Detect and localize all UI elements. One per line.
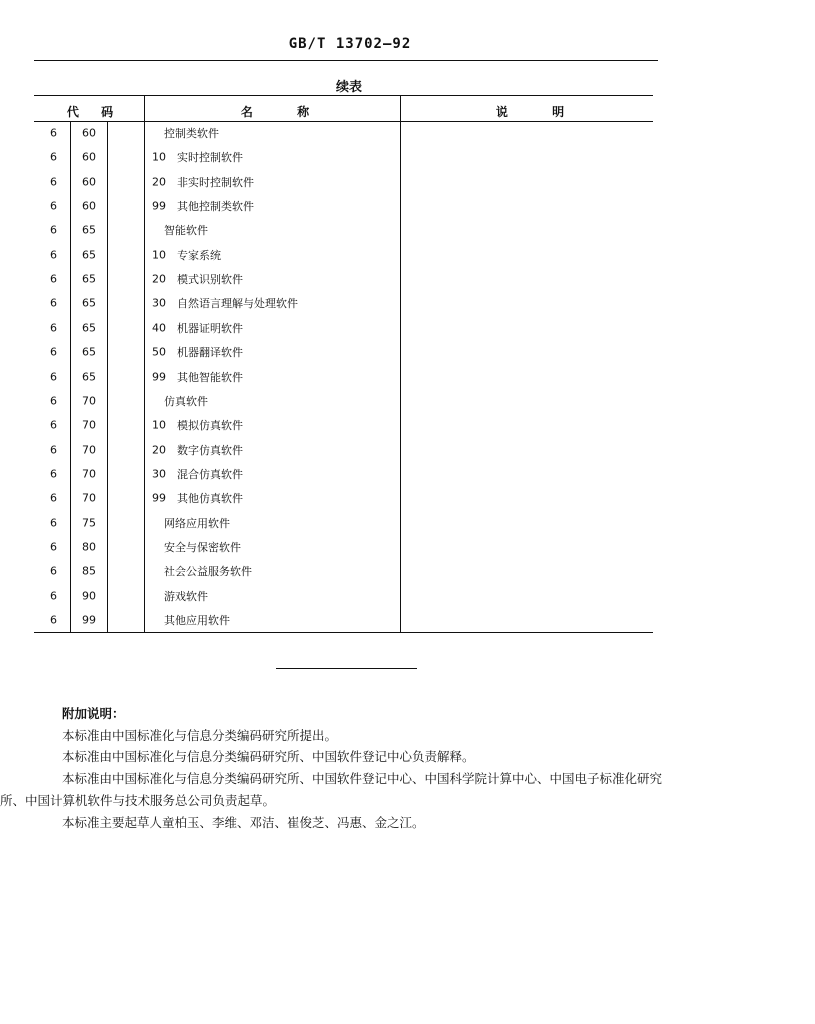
- item-name: 社会公益服务软件: [164, 565, 252, 579]
- code-level-2: 80: [82, 540, 96, 554]
- table-row: [34, 170, 654, 194]
- code-level-1: 6: [50, 199, 57, 213]
- item-name: 模拟仿真软件: [177, 419, 243, 433]
- code-level-2: 70: [82, 491, 96, 505]
- continuation-title: 续表: [335, 80, 362, 95]
- code-level-3: 20: [152, 175, 166, 189]
- code-level-2: 65: [82, 248, 96, 262]
- item-name: 混合仿真软件: [177, 467, 243, 481]
- code-level-1: 6: [50, 589, 57, 603]
- code-level-1: 6: [50, 126, 57, 140]
- code-level-1: 6: [50, 443, 57, 457]
- table-row: [34, 365, 654, 389]
- code-level-2: 65: [82, 345, 96, 359]
- header-rule: [34, 60, 658, 61]
- table-row: [34, 584, 654, 608]
- code-level-3: 99: [152, 491, 166, 505]
- code-level-1: 6: [50, 540, 57, 554]
- item-name: 数字仿真软件: [177, 443, 243, 457]
- item-name: 控制类软件: [164, 127, 219, 140]
- code-level-1: 6: [50, 516, 57, 530]
- item-name: 实时控制软件: [177, 151, 243, 165]
- item-name: 其他智能软件: [177, 370, 243, 384]
- item-name: 网络应用软件: [164, 516, 230, 530]
- item-name: 机器证明软件: [177, 321, 243, 335]
- column-header-code: 代 码: [66, 105, 114, 119]
- code-level-3: 99: [152, 199, 166, 213]
- code-level-2: 75: [82, 516, 96, 530]
- code-level-2: 65: [82, 296, 96, 310]
- code-level-1: 6: [50, 564, 57, 578]
- table-row: [34, 486, 654, 510]
- code-level-1: 6: [50, 370, 57, 383]
- table-row: [34, 145, 654, 169]
- code-level-1: 6: [50, 321, 57, 335]
- code-level-1: 6: [50, 613, 57, 627]
- table-row: [34, 243, 654, 267]
- code-level-3: 20: [152, 443, 166, 457]
- table-row: [34, 535, 654, 559]
- code-level-2: 99: [82, 613, 96, 627]
- table-row: [34, 340, 654, 364]
- code-level-2: 60: [82, 126, 96, 140]
- code-level-3: 40: [152, 321, 166, 335]
- code-level-1: 6: [50, 248, 57, 262]
- table-bottom-rule: [34, 632, 653, 633]
- code-level-1: 6: [50, 296, 57, 310]
- code-level-2: 60: [82, 199, 96, 213]
- item-name: 安全与保密软件: [164, 540, 241, 554]
- item-name: 专家系统: [177, 248, 221, 262]
- code-level-1: 6: [50, 223, 57, 237]
- code-level-2: 70: [82, 418, 96, 432]
- column-header-note: 说 明: [495, 105, 565, 119]
- code-level-2: 65: [82, 321, 96, 335]
- table-row: [34, 316, 654, 340]
- code-level-3: 10: [152, 248, 166, 262]
- code-level-3: 20: [152, 272, 166, 286]
- additional-notes: [0, 703, 680, 833]
- table-top-rule: [34, 95, 653, 96]
- code-level-2: 65: [82, 223, 96, 237]
- code-level-2: 70: [82, 394, 96, 408]
- code-level-2: 65: [82, 370, 96, 383]
- code-level-3: 30: [152, 467, 166, 481]
- notes-heading: 附加说明：: [62, 706, 125, 721]
- code-level-1: 6: [50, 150, 57, 164]
- code-level-3: 10: [152, 418, 166, 432]
- item-name: 游戏软件: [164, 589, 208, 603]
- code-level-1: 6: [50, 467, 57, 481]
- item-name: 其他仿真软件: [177, 492, 243, 506]
- code-level-3: 30: [152, 296, 166, 310]
- item-name: 模式识别软件: [177, 273, 243, 287]
- table-row: [34, 291, 654, 315]
- note-paragraph-2: 本标准由中国标准化与信息分类编码研究所、中国软件登记中心负责解释。: [62, 749, 475, 765]
- note-paragraph-1: 本标准由中国标准化与信息分类编码研究所提出。: [62, 727, 338, 743]
- note-paragraph-4: 本标准主要起草人童柏玉、李维、邓洁、崔俊芝、冯惠、金之江。: [62, 814, 425, 830]
- table-row: [34, 413, 654, 437]
- item-name: 其他应用软件: [164, 614, 230, 627]
- code-level-2: 90: [82, 589, 96, 603]
- code-level-3: 50: [152, 345, 166, 359]
- code-level-1: 6: [50, 491, 57, 505]
- end-separator: [276, 668, 417, 669]
- code-level-1: 6: [50, 418, 57, 432]
- table-row: [34, 559, 654, 583]
- table-row: [34, 389, 654, 413]
- item-name: 机器翻译软件: [177, 346, 243, 360]
- code-level-1: 6: [50, 272, 57, 286]
- item-name: 仿真软件: [164, 394, 208, 408]
- code-level-2: 65: [82, 272, 96, 286]
- table-row: [34, 608, 654, 632]
- column-header-name: 名 称: [240, 105, 310, 119]
- table-row: [34, 194, 654, 218]
- code-level-2: 60: [82, 175, 96, 189]
- code-level-2: 70: [82, 467, 96, 481]
- item-name: 智能软件: [164, 224, 208, 238]
- code-level-1: 6: [50, 175, 57, 189]
- item-name: 其他控制类软件: [177, 200, 254, 214]
- item-name: 非实时控制软件: [177, 175, 254, 189]
- code-level-1: 6: [50, 345, 57, 359]
- code-level-1: 6: [50, 394, 57, 408]
- standard-number: GB/T 13702—92: [288, 36, 412, 52]
- table-row: [34, 511, 654, 535]
- item-name: 自然语言理解与处理软件: [177, 297, 298, 311]
- code-level-2: 70: [82, 443, 96, 457]
- code-level-2: 60: [82, 150, 96, 164]
- code-level-3: 99: [152, 370, 166, 383]
- table-row: [34, 462, 654, 486]
- table-row: [34, 121, 654, 145]
- table-row: [34, 267, 654, 291]
- note-paragraph-3: 本标准由中国标准化与信息分类编码研究所、中国软件登记中心、中国科学院计算中心、中国电子标准化研究所、中国计算机软件与技术服务总公司负责起草。: [0, 771, 663, 808]
- code-level-3: 10: [152, 150, 166, 164]
- code-level-2: 85: [82, 564, 96, 578]
- table-row: [34, 438, 654, 462]
- table-row: [34, 218, 654, 242]
